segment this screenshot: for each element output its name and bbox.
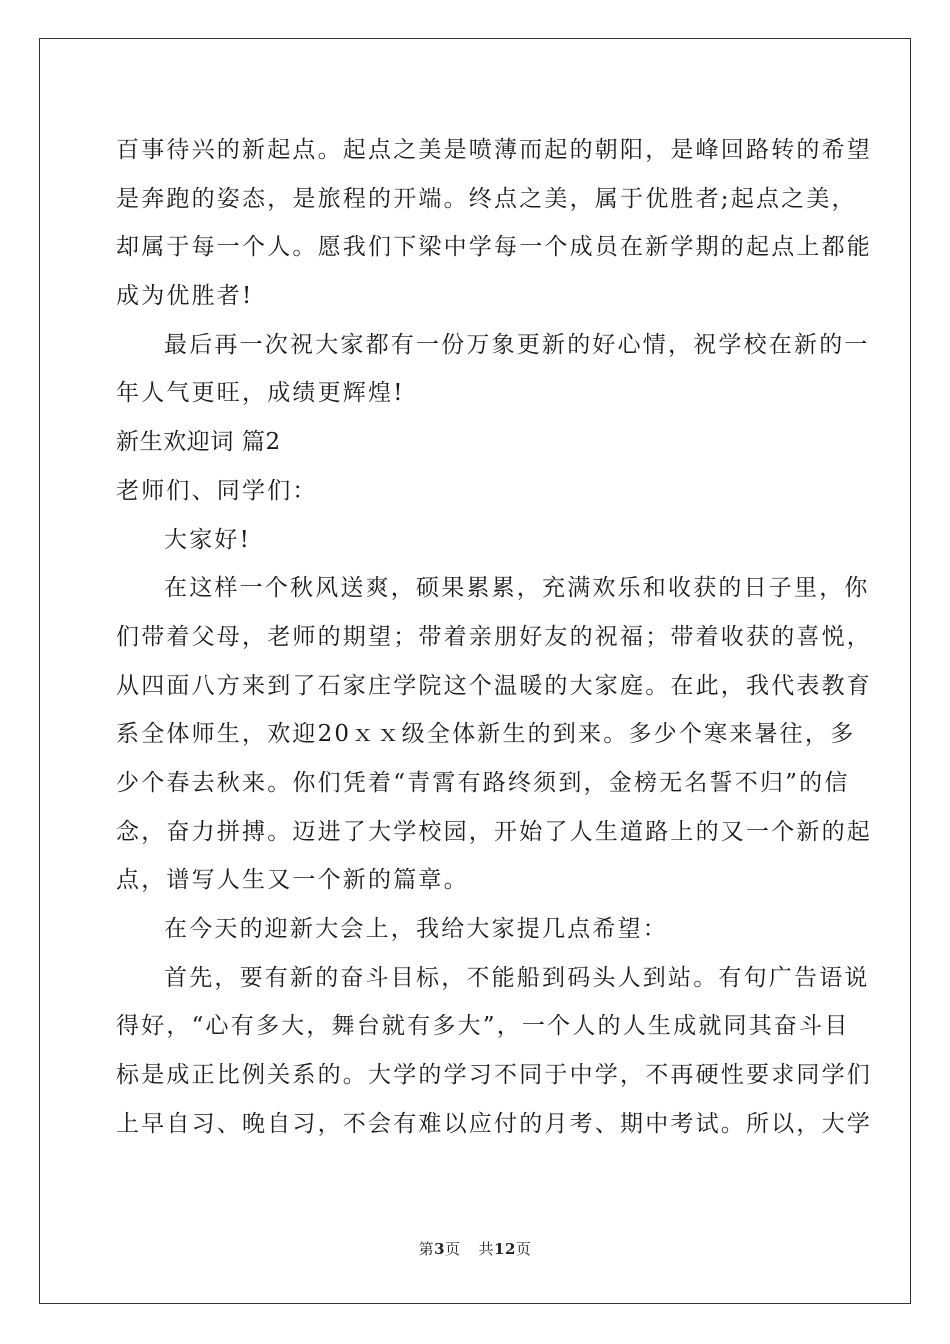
text-line: 系全体师生，欢迎20ｘｘ级全体新生的到来。多少个寒来暑往，多 (116, 721, 856, 748)
text-line: 却属于每一个人。愿我们下梁中学每一个成员在新学期的起点上都能 (116, 234, 872, 261)
text-line: 年人气更旺，成绩更辉煌! (116, 380, 405, 407)
total-suffix: 页 (515, 1240, 532, 1258)
text-line: 在今天的迎新大会上，我给大家提几点希望： (164, 916, 668, 942)
page-suffix: 页 (445, 1240, 461, 1258)
text-line: 点，谱写人生又一个新的篇章。 (116, 867, 469, 894)
text-line: 们带着父母，老师的期望；带着亲朋好友的祝福；带着收获的喜悦， (116, 623, 872, 650)
total-prefix: 共 (478, 1240, 495, 1258)
text-line: 百事待兴的新起点。起点之美是喷薄而起的朝阳，是峰回路转的希望 (116, 137, 872, 163)
salutation: 老师们、同学们： (116, 477, 318, 504)
text-line: 少个春去秋来。你们凭着“青霄有路终须到，金榜无名誓不归”的信 (116, 769, 850, 796)
text-line: 在这样一个秋风送爽，硕果累累，充满欢乐和收获的日子里，你 (164, 575, 870, 602)
total-page-number: 12 (494, 1240, 516, 1258)
section-heading: 新生欢迎词 篇2 (116, 429, 281, 456)
current-page-number: 3 (434, 1240, 446, 1258)
document-body (116, 126, 872, 1148)
text-line: 最后再一次祝大家都有一份万象更新的好心情，祝学校在新的一 (164, 331, 870, 358)
text-line: 标是成正比例关系的。大学的学习不同于中学，不再硬性要求同学们 (116, 1062, 872, 1089)
text-line: 成为优胜者! (116, 283, 254, 310)
greeting: 大家好! (164, 526, 252, 553)
text-line: 首先，要有新的奋斗目标，不能船到码头人到站。有句广告语说 (164, 964, 870, 991)
text-line: 从四面八方来到了石家庄学院这个温暖的大家庭。在此，我代表教育 (116, 672, 872, 699)
text-line: 念，奋力拼搏。迈进了大学校园，开始了人生道路上的又一个新的起 (116, 818, 872, 845)
text-line: 上早自习、晚自习，不会有难以应付的月考、期中考试。所以，大学 (116, 1110, 872, 1137)
page-footer (0, 1238, 950, 1259)
text-line: 是奔跑的姿态，是旅程的开端。终点之美，属于优胜者;起点之美， (116, 185, 857, 212)
text-line: 得好，“心有多大，舞台就有多大”，一个人的人生成就同其奋斗目 (116, 1013, 850, 1040)
page-prefix: 第 (418, 1240, 435, 1258)
